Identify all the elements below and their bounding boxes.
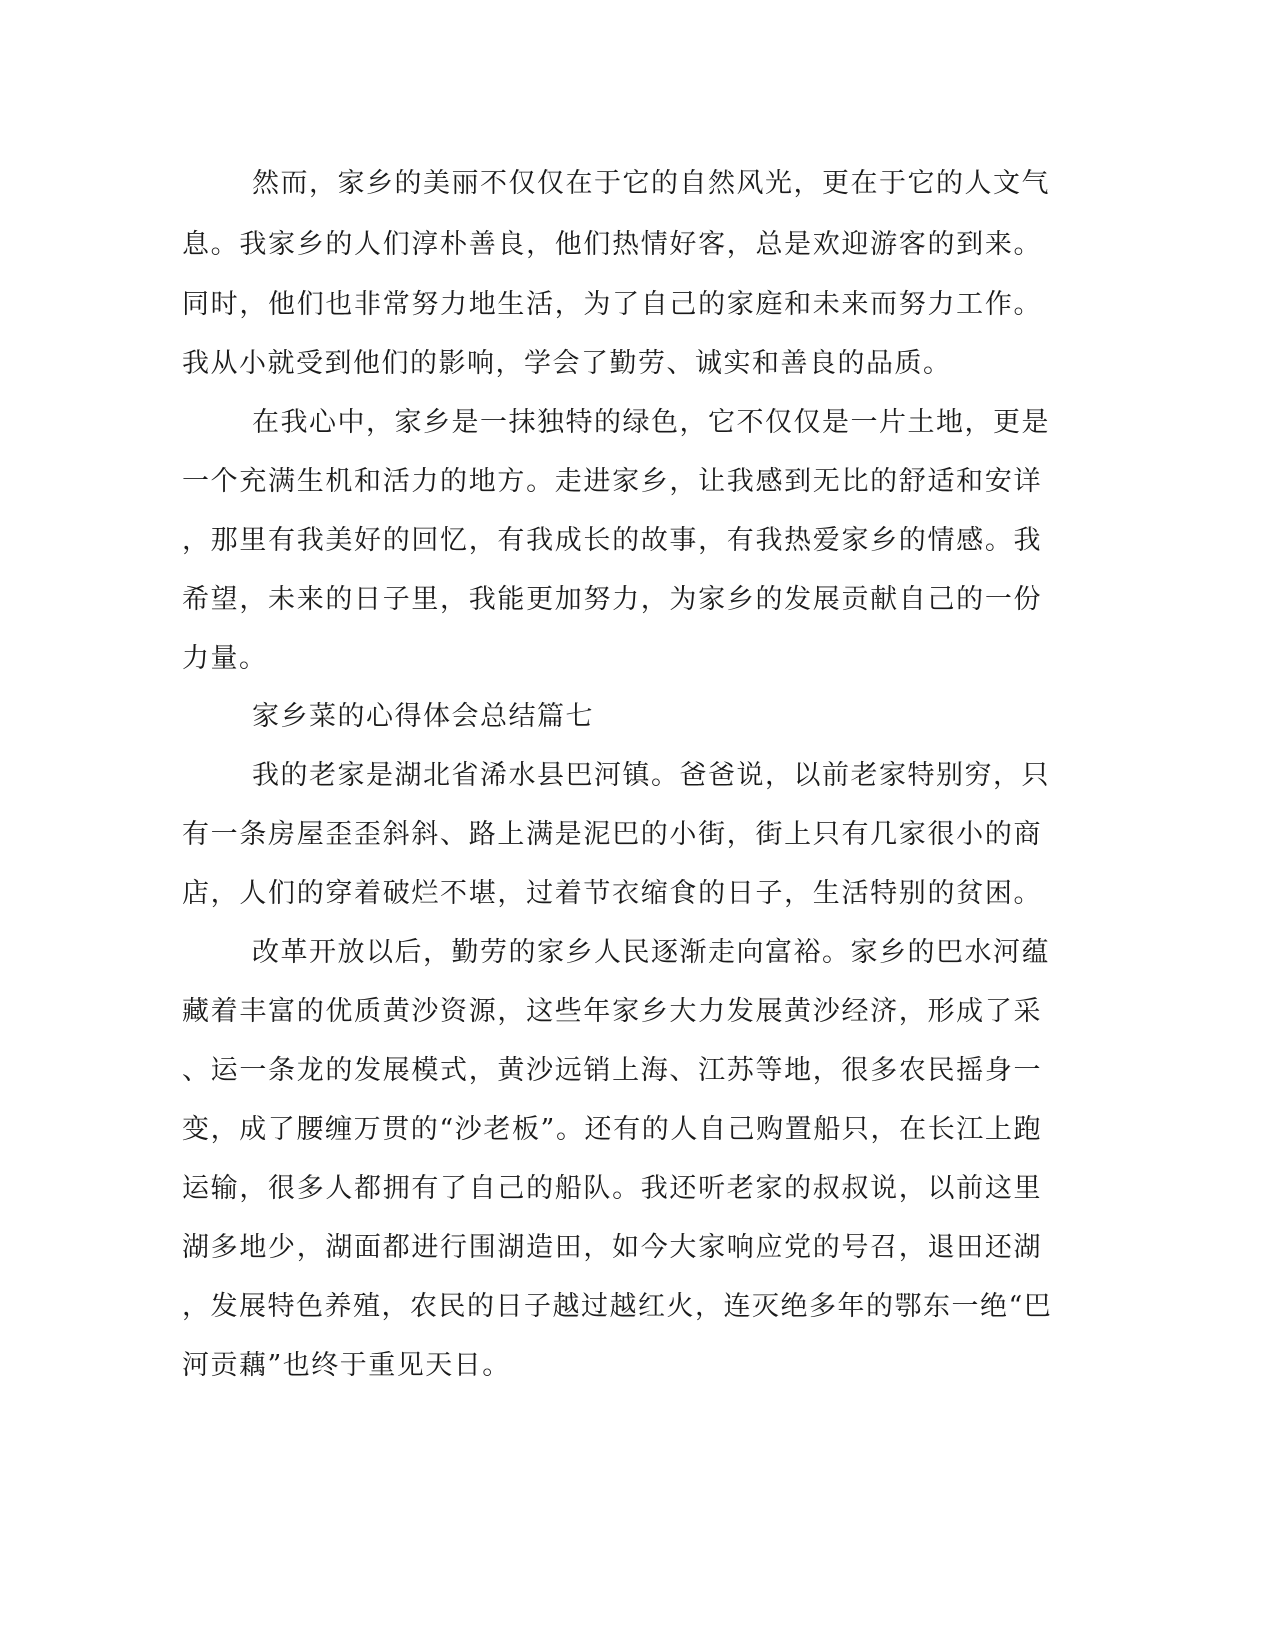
- text-line: 、运一条龙的发展模式，黄沙远销上海、江苏等地，很多农民摇身一: [182, 1055, 1042, 1086]
- text-line: 然而，家乡的美丽不仅仅在于它的自然风光，更在于它的人文气: [252, 168, 1050, 199]
- text-line: 同时，他们也非常努力地生活，为了自己的家庭和未来而努力工作。: [182, 289, 1042, 320]
- text-line: 我的老家是湖北省浠水县巴河镇。爸爸说，以前老家特别穷，只: [252, 760, 1050, 791]
- text-line: 湖多地少，湖面都进行围湖造田，如今大家响应党的号召，退田还湖: [182, 1232, 1042, 1263]
- text-line: 有一条房屋歪歪斜斜、路上满是泥巴的小街，街上只有几家很小的商: [182, 819, 1042, 850]
- text-line: 一个充满生机和活力的地方。走进家乡，让我感到无比的舒适和安详: [182, 466, 1042, 497]
- text-line: 店，人们的穿着破烂不堪，过着节衣缩食的日子，生活特别的贫困。: [182, 878, 1042, 909]
- text-line: 河贡藕”也终于重见天日。: [182, 1350, 511, 1381]
- text-line: 希望，未来的日子里，我能更加努力，为家乡的发展贡献自己的一份: [182, 584, 1042, 615]
- text-line: ，发展特色养殖，农民的日子越过越红火，连灭绝多年的鄂东一绝“巴: [182, 1291, 1053, 1322]
- text-line: 运输，很多人都拥有了自己的船队。我还听老家的叔叔说，以前这里: [182, 1173, 1042, 1204]
- text-line: 改革开放以后，勤劳的家乡人民逐渐走向富裕。家乡的巴水河蕴: [252, 937, 1050, 968]
- text-line: 我从小就受到他们的影响，学会了勤劳、诚实和善良的品质。: [182, 348, 952, 379]
- text-line: 息。我家乡的人们淳朴善良，他们热情好客，总是欢迎游客的到来。: [182, 229, 1042, 260]
- text-line: 变，成了腰缠万贯的“沙老板”。还有的人自己购置船只，在长江上跑: [182, 1114, 1042, 1145]
- text-line: ，那里有我美好的回忆，有我成长的故事，有我热爱家乡的情感。我: [182, 525, 1042, 556]
- text-line: 力量。: [182, 643, 268, 674]
- text-line: 藏着丰富的优质黄沙资源，这些年家乡大力发展黄沙经济，形成了采: [182, 996, 1042, 1027]
- text-line: 在我心中，家乡是一抹独特的绿色，它不仅仅是一片土地，更是: [252, 407, 1050, 438]
- section-heading: 家乡菜的心得体会总结篇七: [252, 701, 594, 732]
